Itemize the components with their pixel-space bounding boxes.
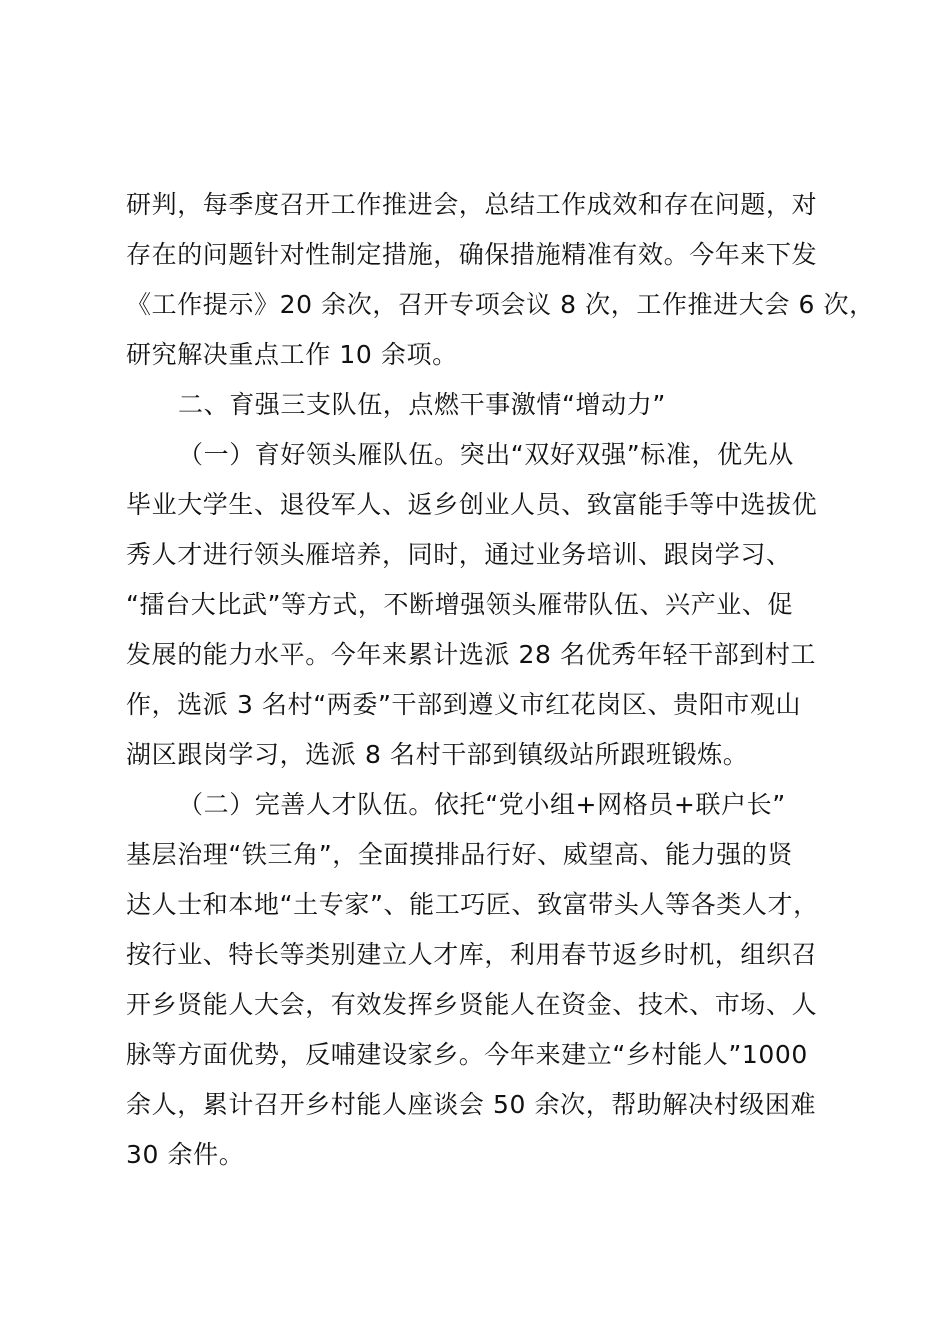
text-line: 存在的问题针对性制定措施，确保措施精准有效。今年来下发	[126, 240, 818, 269]
text-line: 开乡贤能人大会，有效发挥乡贤能人在资金、技术、市场、人	[126, 990, 818, 1019]
text-line: 按行业、特长等类别建立人才库，利用春节返乡时机，组织召	[126, 940, 818, 969]
text-line: 《工作提示》20 余次，召开专项会议 8 次，工作推进大会 6 次，	[126, 290, 875, 319]
text-line: 脉等方面优势，反哺建设家乡。今年来建立“乡村能人”1000	[126, 1040, 808, 1069]
text-line: （一）育好领头雁队伍。突出“双好双强”标准，优先从	[178, 440, 794, 469]
text-line: 湖区跟岗学习，选派 8 名村干部到镇级站所跟班锻炼。	[126, 740, 749, 769]
text-line: 30 余件。	[126, 1140, 245, 1169]
text-line: 达人士和本地“土专家”、能工巧匠、致富带头人等各类人才，	[126, 890, 819, 919]
text-line: 研究解决重点工作 10 余项。	[126, 340, 458, 369]
text-line: 秀人才进行领头雁培养，同时，通过业务培训、跟岗学习、	[126, 540, 792, 569]
text-line: “擂台大比武”等方式，不断增强领头雁带队伍、兴产业、促	[126, 590, 794, 619]
text-line: 毕业大学生、退役军人、返乡创业人员、致富能手等中选拔优	[126, 490, 818, 519]
text-line: （二）完善人才队伍。依托“党小组+网格员+联户长”	[178, 790, 786, 819]
text-line: 研判，每季度召开工作推进会，总结工作成效和存在问题，对	[126, 190, 818, 219]
text-line: 发展的能力水平。今年来累计选派 28 名优秀年轻干部到村工	[126, 640, 817, 669]
section-heading: 二、育强三支队伍，点燃干事激情“增动力”	[178, 390, 666, 419]
text-line: 作，选派 3 名村“两委”干部到遵义市红花岗区、贵阳市观山	[126, 690, 802, 719]
text-line: 余人，累计召开乡村能人座谈会 50 余次，帮助解决村级困难	[126, 1090, 817, 1119]
text-line: 基层治理“铁三角”，全面摸排品行好、威望高、能力强的贤	[126, 840, 794, 869]
